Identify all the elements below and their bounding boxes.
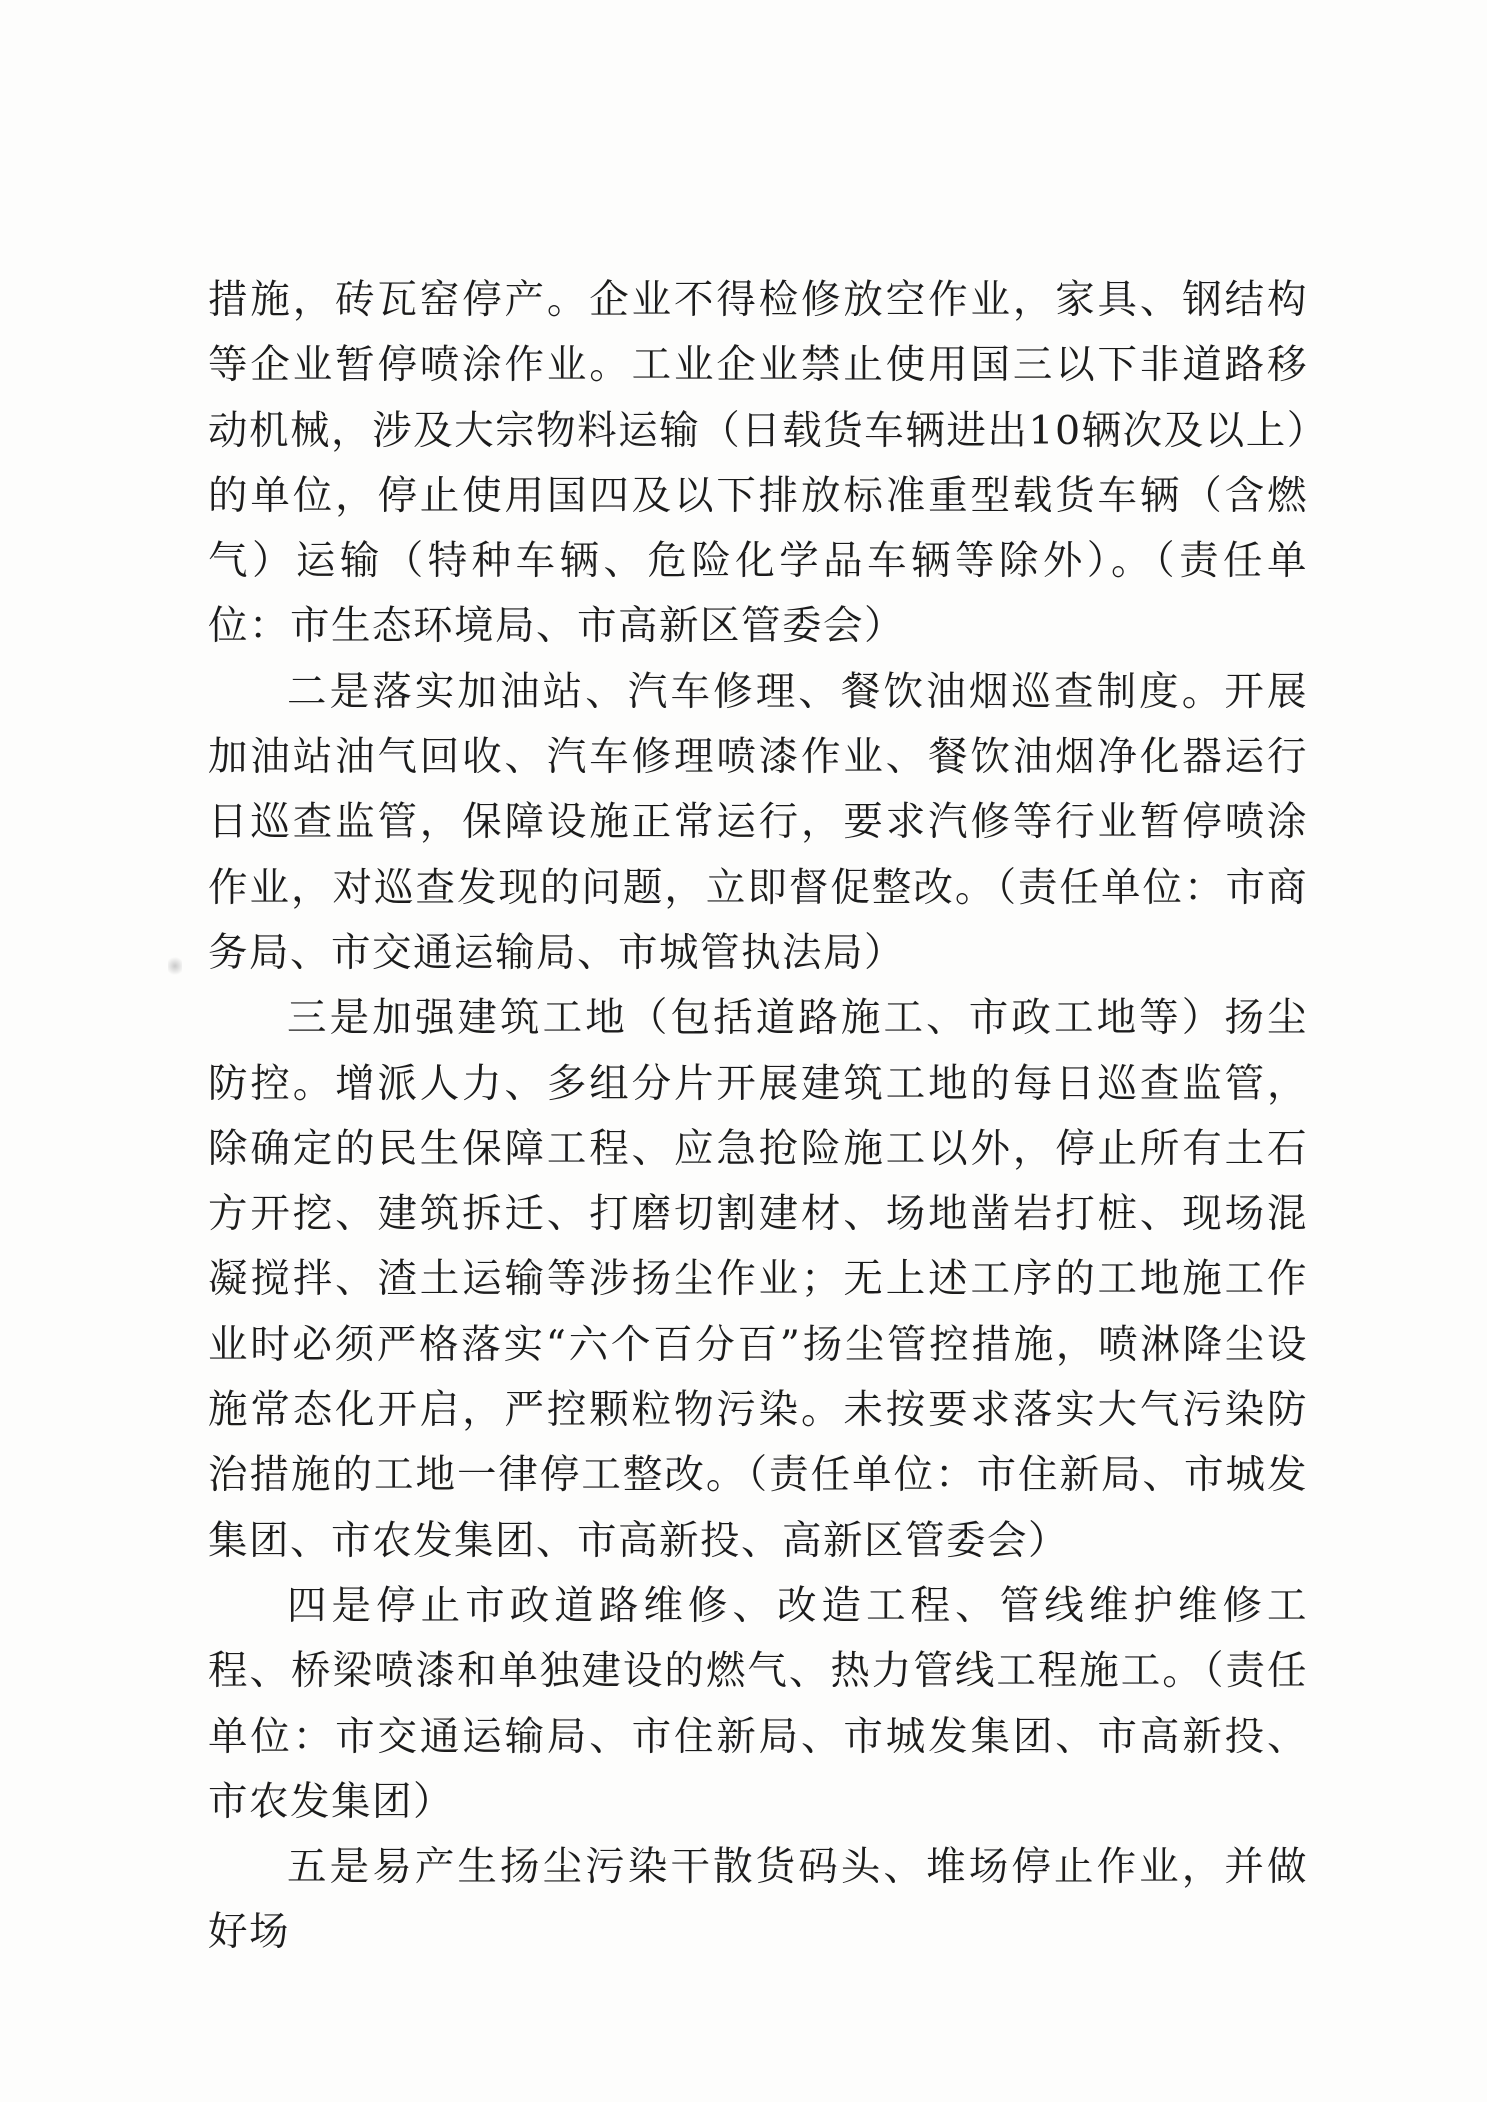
paragraph-item-five: 五是易产生扬尘污染干散货码头、堆场停止作业，并做好场 [208, 1844, 1308, 1956]
paragraph-continuation: 措施，砖瓦窑停产。企业不得检修放空作业，家具、钢结构等企业暂停喷涂作业。工业企业禁止使用国三以下非道路移动机械，涉及大宗物料运输（日载货车辆进出10辆次及以上）的单位，停止使用国四及以下排放标准重型载货车辆（含燃气）运输（特种车辆、危险化学品车辆等除外）。（责任单位：市生态环境局、市高新区管委会） [208, 277, 1308, 650]
document-body [208, 268, 1308, 1966]
paragraph-item-four: 四是停止市政道路维修、改造工程、管线维护维修工程、桥梁喷漆和单独建设的燃气、热力管线工程施工。（责任单位：市交通运输局、市住新局、市城发集团、市高新投、市农发集团） [208, 1582, 1308, 1825]
scan-speck [168, 955, 182, 977]
paragraph-item-three: 三是加强建筑工地（包括道路施工、市政工地等）扬尘防控。增派人力、多组分片开展建筑工地的每日巡查监管，除确定的民生保障工程、应急抢险施工以外，停止所有土石方开挖、建筑拆迁、打磨切割建材、场地凿岩打桩、现场混凝搅拌、渣土运输等涉扬尘作业；无上述工序的工地施工作业时必须严格落实“六个百分百”扬尘管控措施，喷淋降尘设施常态化开启，严控颗粒物污染。未按要求落实大气污染防治措施的工地一律停工整改。（责任单位：市住新局、市城发集团、市农发集团、市高新投、高新区管委会） [208, 995, 1308, 1564]
paragraph-item-two: 二是落实加油站、汽车修理、餐饮油烟巡查制度。开展加油站油气回收、汽车修理喷漆作业、餐饮油烟净化器运行日巡查监管，保障设施正常运行，要求汽修等行业暂停喷涂作业，对巡查发现的问题，立即督促整改。（责任单位：市商务局、市交通运输局、市城管执法局） [208, 668, 1308, 976]
